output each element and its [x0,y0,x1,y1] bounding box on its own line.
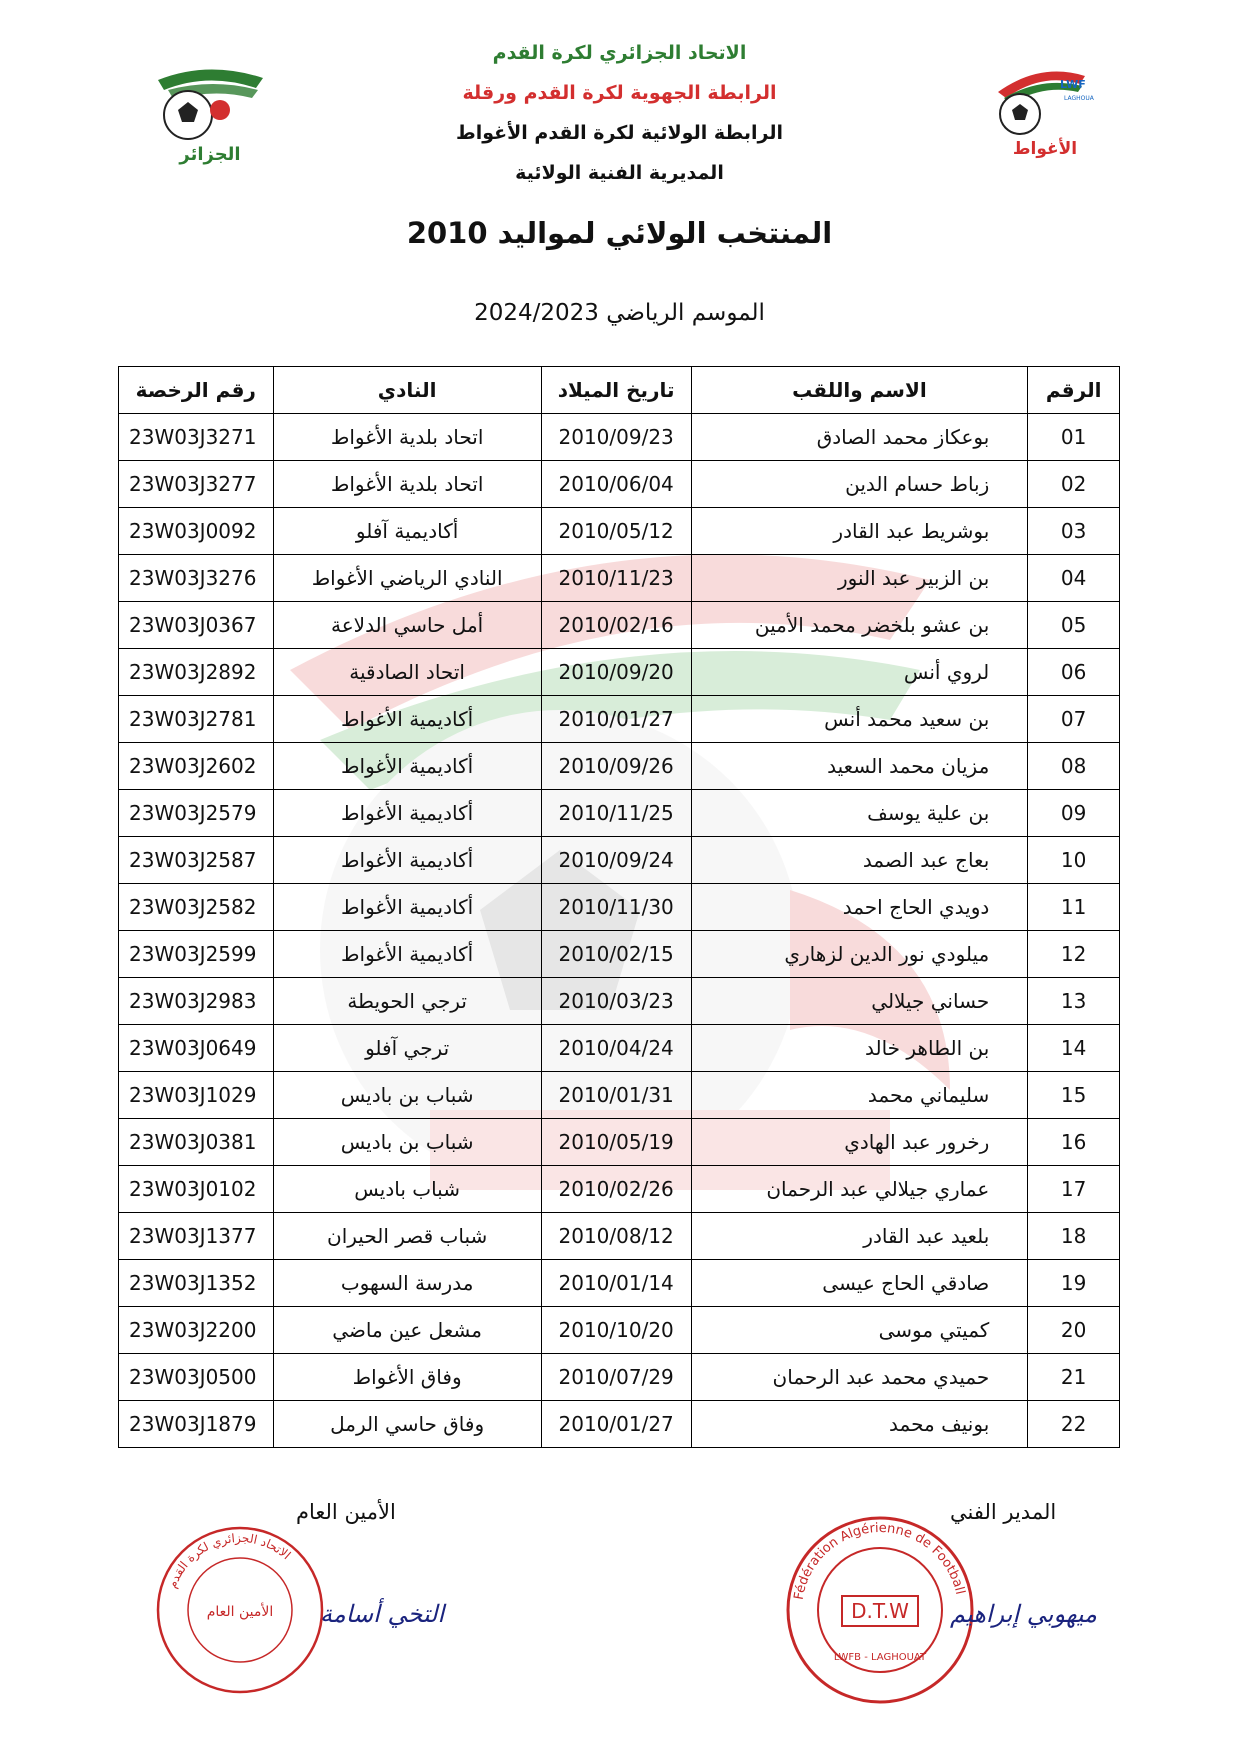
club-name: شباب باديس [273,1166,541,1213]
svg-text:Fédération Algérienne de Footb [792,1521,968,1601]
dtw-stamp-center: D.T.W [851,1599,909,1623]
license-number: 23W03J2892 [119,649,274,696]
player-number: 03 [1028,508,1120,555]
player-number: 05 [1028,602,1120,649]
lwf-badge: LWF [1060,78,1086,91]
birth-date: 2010/02/16 [541,602,691,649]
player-name: كميتي موسى [691,1307,1028,1354]
club-name: ترجي آفلو [273,1025,541,1072]
dtw-stamp-bottom: LWFB - LAGHOUAT [833,1652,927,1663]
table-header-row [119,367,1120,414]
wilaya-league: الرابطة الولائية لكرة القدم الأغواط [456,122,783,144]
birth-date: 2010/07/29 [541,1354,691,1401]
player-number: 15 [1028,1072,1120,1119]
birth-date: 2010/05/19 [541,1119,691,1166]
player-number: 11 [1028,884,1120,931]
secretary-stamp-ring: الاتحاد الجزائري لكرة القدم [164,1530,294,1591]
table-row [119,1072,1120,1119]
player-name: مزيان محمد السعيد [691,743,1028,790]
table-row [119,1354,1120,1401]
club-name: أكاديمية الأغواط [273,884,541,931]
player-name: بن سعيد محمد أنس [691,696,1028,743]
club-name: أكاديمية الأغواط [273,837,541,884]
player-number: 09 [1028,790,1120,837]
birth-date: 2010/01/14 [541,1260,691,1307]
license-number: 23W03J2602 [119,743,274,790]
player-number: 01 [1028,414,1120,461]
birth-date: 2010/01/27 [541,696,691,743]
federation-name: الاتحاد الجزائري لكرة القدم [492,42,747,64]
document-title: المنتخب الولائي لمواليد 2010 [406,216,833,250]
birth-date: 2010/09/24 [541,837,691,884]
table-row [119,743,1120,790]
player-name: عماري جيلالي عبد الرحمان [691,1166,1028,1213]
lwf-logo [990,62,1100,162]
license-number: 23W03J3276 [119,555,274,602]
club-name: أمل حاسي الدلاعة [273,602,541,649]
club-name: ترجي الحويطة [273,978,541,1025]
license-number: 23W03J2579 [119,790,274,837]
player-number: 06 [1028,649,1120,696]
player-number: 13 [1028,978,1120,1025]
players-table [118,366,1120,1448]
table-row [119,931,1120,978]
birth-date: 2010/03/23 [541,978,691,1025]
table-row [119,884,1120,931]
player-name: بن عشو بلخضر محمد الأمين [691,602,1028,649]
birth-date: 2010/09/26 [541,743,691,790]
license-number: 23W03J0649 [119,1025,274,1072]
table-row [119,1119,1120,1166]
club-name: شباب بن باديس [273,1072,541,1119]
club-name: النادي الرياضي الأغواط [273,555,541,602]
player-number: 18 [1028,1213,1120,1260]
technical-director-label: المدير الفني [950,1500,1057,1524]
player-name: بونيف محمد [691,1401,1028,1448]
lwf-caption: الأغواط [1012,139,1078,159]
header-date: تاريخ الميلاد [541,367,691,414]
regional-league: الرابطة الجهوية لكرة القدم ورقلة [462,82,777,104]
secretary-stamp-center: الأمين العام [206,1604,274,1620]
birth-date: 2010/05/12 [541,508,691,555]
club-name: مدرسة السهوب [273,1260,541,1307]
license-number: 23W03J3271 [119,414,274,461]
birth-date: 2010/09/23 [541,414,691,461]
table-row [119,837,1120,884]
table-row [119,602,1120,649]
club-name: أكاديمية الأغواط [273,696,541,743]
player-name: بن الطاهر خالد [691,1025,1028,1072]
club-name: أكاديمية آفلو [273,508,541,555]
table-body [119,414,1120,1448]
license-number: 23W03J1029 [119,1072,274,1119]
player-name: دويدي الحاج احمد [691,884,1028,931]
season-line: الموسم الرياضي 2024/2023 [474,300,765,326]
player-name: بعاج عبد الصمد [691,837,1028,884]
player-name: بلعيد عبد القادر [691,1213,1028,1260]
license-number: 23W03J0500 [119,1354,274,1401]
birth-date: 2010/08/12 [541,1213,691,1260]
player-name: بن علية يوسف [691,790,1028,837]
header-num: الرقم [1028,367,1120,414]
license-number: 23W03J1377 [119,1213,274,1260]
club-name: وفاق الأغواط [273,1354,541,1401]
club-name: مشعل عين ماضي [273,1307,541,1354]
birth-date: 2010/11/25 [541,790,691,837]
player-number: 04 [1028,555,1120,602]
club-name: أكاديمية الأغواط [273,790,541,837]
table-row [119,1307,1120,1354]
faf-logo [148,60,268,168]
player-name: بن الزبير عبد النور [691,555,1028,602]
player-number: 21 [1028,1354,1120,1401]
secretary-stamp [150,1520,330,1700]
birth-date: 2010/02/26 [541,1166,691,1213]
club-name: وفاق حاسي الرمل [273,1401,541,1448]
dtw-stamp-ring: Fédération Algérienne de Football [791,1520,968,1601]
player-name: زباط حسام الدين [691,461,1028,508]
license-number: 23W03J3277 [119,461,274,508]
license-number: 23W03J0092 [119,508,274,555]
club-name: أكاديمية الأغواط [273,743,541,790]
secretary-general-label: الأمين العام [296,1500,396,1524]
license-number: 23W03J2781 [119,696,274,743]
table-row [119,978,1120,1025]
header-club: النادي [273,367,541,414]
player-name: صادقي الحاج عيسى [691,1260,1028,1307]
table-row [119,1401,1120,1448]
club-name: اتحاد بلدية الأغواط [273,414,541,461]
table-row [119,790,1120,837]
birth-date: 2010/02/15 [541,931,691,978]
secretary-general-signature: التخي أسامة [320,1600,445,1628]
player-name: لروي أنس [691,649,1028,696]
table-row [119,1213,1120,1260]
license-number: 23W03J1879 [119,1401,274,1448]
player-number: 10 [1028,837,1120,884]
club-name: شباب قصر الحيران [273,1213,541,1260]
license-number: 23W03J1352 [119,1260,274,1307]
player-number: 17 [1028,1166,1120,1213]
player-name: حميدي محمد عبد الرحمان [691,1354,1028,1401]
club-name: شباب بن باديس [273,1119,541,1166]
technical-director-signature: ميهوبي إبراهيم [950,1600,1097,1628]
birth-date: 2010/09/20 [541,649,691,696]
birth-date: 2010/11/30 [541,884,691,931]
birth-date: 2010/04/24 [541,1025,691,1072]
birth-date: 2010/01/27 [541,1401,691,1448]
player-number: 20 [1028,1307,1120,1354]
player-name: بوعكاز محمد الصادق [691,414,1028,461]
faf-caption: الجزائر [179,144,241,165]
player-name: حساني جيلالي [691,978,1028,1025]
license-number: 23W03J2599 [119,931,274,978]
svg-text:الاتحاد الجزائري لكرة القدم [165,1531,293,1590]
player-name: بوشريط عبد القادر [691,508,1028,555]
birth-date: 2010/01/31 [541,1072,691,1119]
player-number: 22 [1028,1401,1120,1448]
license-number: 23W03J2582 [119,884,274,931]
table-row [119,461,1120,508]
license-number: 23W03J0367 [119,602,274,649]
license-number: 23W03J0381 [119,1119,274,1166]
player-number: 19 [1028,1260,1120,1307]
table-row [119,1260,1120,1307]
header-name: الاسم واللقب [691,367,1028,414]
license-number: 23W03J2200 [119,1307,274,1354]
license-number: 23W03J0102 [119,1166,274,1213]
player-number: 16 [1028,1119,1120,1166]
table-row [119,1025,1120,1072]
player-number: 07 [1028,696,1120,743]
license-number: 23W03J2587 [119,837,274,884]
technical-directorate: المديرية الفنية الولائية [515,162,724,184]
club-name: اتحاد بلدية الأغواط [273,461,541,508]
club-name: أكاديمية الأغواط [273,931,541,978]
table-row [119,1166,1120,1213]
table-row [119,649,1120,696]
table-row [119,696,1120,743]
player-number: 08 [1028,743,1120,790]
player-number: 02 [1028,461,1120,508]
table-row [119,508,1120,555]
player-name: رخرور عبد الهادي [691,1119,1028,1166]
player-name: سليماني محمد [691,1072,1028,1119]
license-number: 23W03J2983 [119,978,274,1025]
club-name: اتحاد الصادقية [273,649,541,696]
birth-date: 2010/06/04 [541,461,691,508]
table-row [119,414,1120,461]
birth-date: 2010/10/20 [541,1307,691,1354]
lwf-sub: LAGHOUA [1064,95,1094,102]
birth-date: 2010/11/23 [541,555,691,602]
player-number: 12 [1028,931,1120,978]
player-name: ميلودي نور الدين لزهاري [691,931,1028,978]
player-number: 14 [1028,1025,1120,1072]
table-row [119,555,1120,602]
header-license: رقم الرخصة [119,367,274,414]
